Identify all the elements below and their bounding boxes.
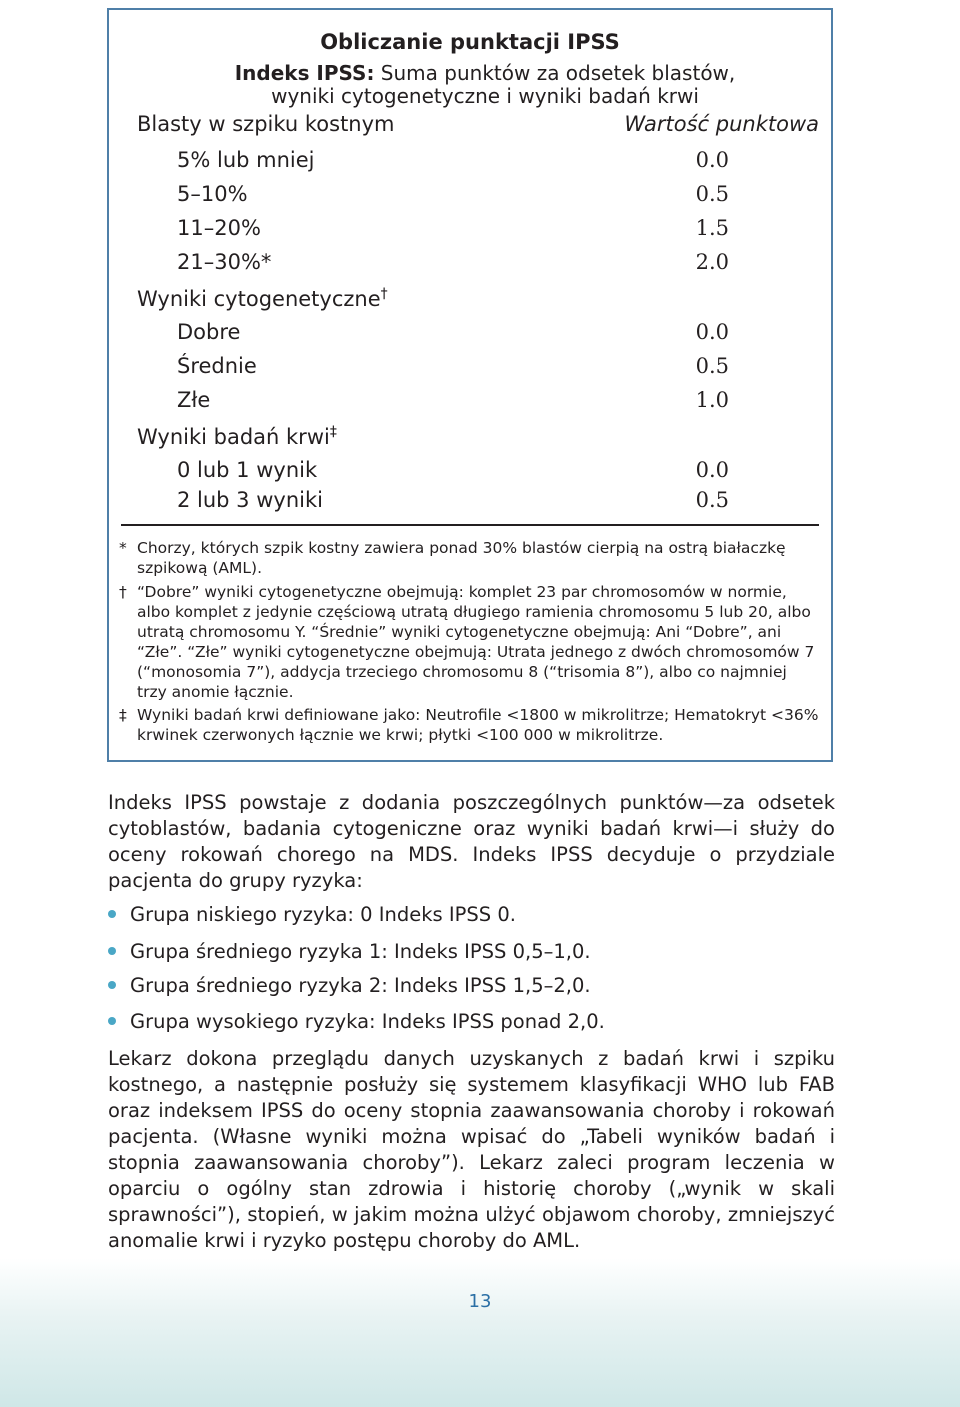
list-item-text: Grupa wysokiego ryzyka: Indeks IPSS ponad 2,0. — [130, 1010, 605, 1033]
row-label: 5% lub mniej — [177, 148, 315, 172]
box-subtitle — [169, 62, 801, 108]
row-label: 2 lub 3 wyniki — [177, 488, 323, 512]
blood-header — [137, 424, 337, 449]
blood-header-label: Wyniki badań krwi — [137, 425, 330, 449]
ipss-scoring-box — [107, 8, 833, 762]
row-value: 0.0 — [695, 458, 729, 482]
bullet-icon — [108, 1017, 116, 1025]
row-value: 0.5 — [695, 354, 729, 378]
row-value: 0.5 — [695, 182, 729, 206]
row-value: 1.0 — [695, 388, 729, 412]
page-number: 13 — [468, 1291, 492, 1312]
row-label: 5–10% — [177, 182, 248, 206]
row-value: 2.0 — [695, 250, 729, 274]
list-item — [108, 940, 591, 963]
list-item-text: Grupa średniego ryzyka 2: Indeks IPSS 1,5–2,0. — [130, 974, 591, 997]
row-label: 21–30%* — [177, 250, 272, 274]
row-value: 1.5 — [695, 216, 729, 240]
footnote-text: Chorzy, których szpik kostny zawiera ponad 30% blastów cierpią na ostrą białaczkę szpikową (AML). — [137, 539, 786, 577]
header-value: Wartość punktowa — [624, 112, 819, 136]
bullet-icon — [108, 947, 116, 955]
list-item — [108, 974, 591, 997]
footnote-mark: † — [119, 583, 127, 601]
row-label: Średnie — [177, 354, 257, 378]
row-label: Złe — [177, 388, 211, 412]
cyto-footnote-mark: † — [380, 286, 388, 302]
box-title: Obliczanie punktacji IPSS — [320, 30, 620, 54]
footnote-divider — [121, 524, 819, 526]
row-label: 0 lub 1 wynik — [177, 458, 318, 482]
page-footer-band — [0, 1258, 960, 1407]
subtitle-bold: Indeks IPSS: — [234, 61, 375, 85]
footnote-ddagger — [119, 705, 819, 745]
header-label: Blasty w szpiku kostnym — [137, 112, 395, 136]
row-label: 11–20% — [177, 216, 261, 240]
bullet-icon — [108, 910, 116, 918]
list-item-text: Grupa niskiego ryzyka: 0 Indeks IPSS 0. — [130, 903, 516, 926]
footnote-dagger — [119, 582, 819, 702]
row-value: 0.0 — [695, 148, 729, 172]
blood-footnote-mark: ‡ — [329, 424, 337, 440]
footnote-mark: * — [119, 539, 127, 557]
row-value: 0.5 — [695, 488, 729, 512]
cyto-header — [137, 286, 388, 311]
footnote-mark: ‡ — [119, 706, 127, 724]
cyto-header-label: Wyniki cytogenetyczne — [137, 287, 381, 311]
list-item-text: Grupa średniego ryzyka 1: Indeks IPSS 0,5–1,0. — [130, 940, 591, 963]
footnote-star — [119, 538, 819, 578]
row-label: Dobre — [177, 320, 241, 344]
list-item — [108, 903, 516, 926]
subtitle-line2: wyniki cytogenetyczne i wyniki badań krwi — [271, 84, 699, 108]
row-value: 0.0 — [695, 320, 729, 344]
footnote-text: “Dobre” wyniki cytogenetyczne obejmują: komplet 23 par chromosomów w normie, albo komplet z jedynie częściową utratą długiego ramienia chromosomu 5 lub 20, albo utratą chromosomu Y. “Średnie” wyniki cytogenetyczne obejmują: Ani “Dobre”, ani “Złe”. “Złe” wyniki cytogenetyczne obejmują: Utrata jednego z dwóch chromosomów 7 (“monosomia 7”), addycja trzeciego chromosomu 8 (“trisomia 8”), albo co najmniej trzy anomie łącznie. — [137, 583, 815, 701]
bullet-icon — [108, 981, 116, 989]
footnote-text: Wyniki badań krwi definiowane jako: Neutrofile <1800 w mikrolitrze; Hematokryt <36% krwinek czerwonych łącznie we krwi; płytki <100 000 w mikrolitrze. — [137, 706, 819, 744]
list-item — [108, 1010, 605, 1033]
subtitle-rest: Suma punktów za odsetek blastów, — [374, 61, 736, 85]
intro-paragraph: Indeks IPSS powstaje z dodania poszczególnych punktów—za odsetek cytoblastów, badania cytogeniczne oraz wyniki badań krwi—i służy do oceny rokowań chorego na MDS. Indeks IPSS decyduje o przydziale pacjenta do grupy ryzyka: — [108, 791, 835, 892]
closing-paragraph: Lekarz dokona przeglądu danych uzyskanych z badań krwi i szpiku kostnego, a następnie posłuży się systemem klasyfikacji WHO lub FAB oraz indeksem IPSS do oceny stopnia zaawansowania choroby i rokowań pacjenta. (Własne wyniki można wpisać do „Tabeli wyników badań i stopnia zaawansowania choroby”). Lekarz zaleci program leczenia w oparciu o ogólny stan zdrowia i historię choroby („wynik w skali sprawności”), stopień, w jakim można ulżyć objawom choroby, zmniejszyć anomalie krwi i ryzyko postępu choroby do AML. — [108, 1047, 835, 1252]
